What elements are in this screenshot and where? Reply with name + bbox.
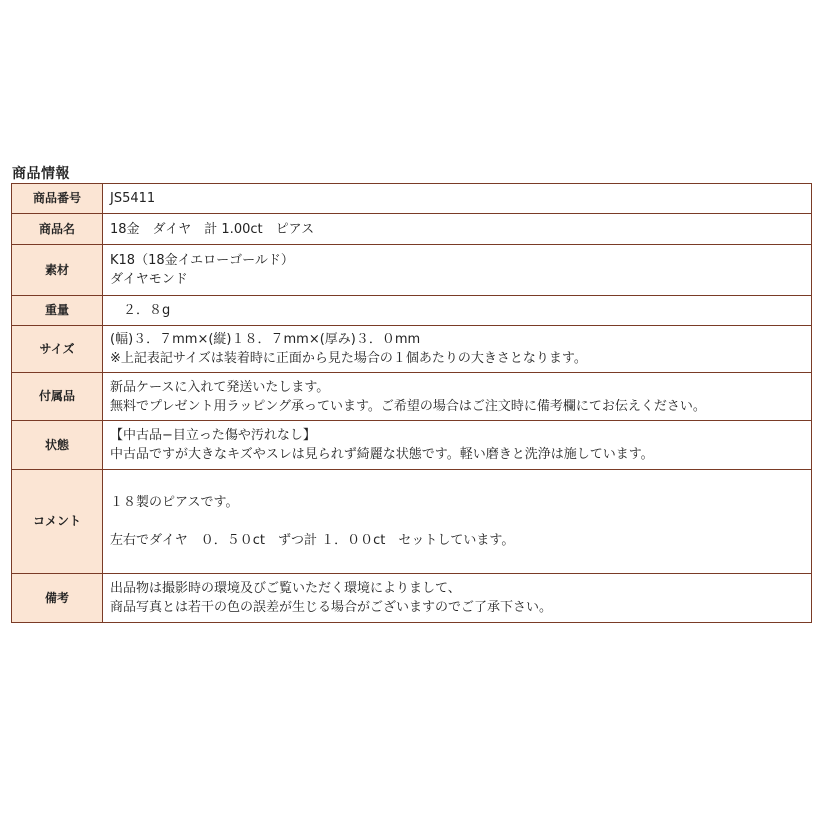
row-value: [103, 184, 812, 214]
material-line: K18（18金イエローゴールド）: [110, 253, 294, 268]
comment-line: １８製のピアスです。: [110, 495, 239, 510]
comment-line: 左右でダイヤ ０．５０ct ずつ計 １．００ct セットしています。: [110, 533, 515, 548]
row-value: [103, 245, 812, 296]
table-row-accessories: [12, 373, 812, 421]
size-line: ※上記表記サイズは装着時に正面から見た場合の１個あたりの大きさとなります。: [110, 351, 587, 366]
table-row-product-name: [12, 214, 812, 245]
accessories-line: 新品ケースに入れて発送いたします。: [110, 379, 330, 395]
table-row-material: [12, 245, 812, 296]
row-label: 商品番号: [12, 184, 103, 214]
product-number-value: JS5411: [110, 191, 156, 206]
row-label: 商品名: [12, 214, 103, 245]
row-value: [103, 214, 812, 245]
row-label: 重量: [12, 296, 103, 326]
product-name-value: 18金 ダイヤ 計 1.00ct ピアス: [110, 221, 315, 237]
remarks-line: 出品物は撮影時の環境及びご覧いただく環境によりまして、: [110, 581, 461, 596]
row-label: 備考: [12, 574, 103, 623]
row-label: コメント: [12, 470, 103, 574]
remarks-line: 商品写真とは若干の色の誤差が生じる場合がございますのでご了承下さい。: [110, 600, 553, 615]
table-row-weight: [12, 296, 812, 326]
row-value: [103, 373, 812, 421]
table-row-remarks: [12, 574, 812, 623]
accessories-line: 無料でプレゼント用ラッピング承っています。ご希望の場合はご注文時に備考欄にてお伝えください。: [110, 398, 706, 414]
product-info-table: [11, 183, 812, 623]
weight-value: ２．８g: [110, 303, 171, 318]
section-title: 商品情報: [12, 166, 70, 182]
material-line: ダイヤモンド: [110, 272, 188, 287]
table-row-size: [12, 326, 812, 373]
row-value: [103, 574, 812, 623]
row-label: 付属品: [12, 373, 103, 421]
size-line: (幅)３．７mm×(縦)１８．７mm×(厚み)３．０mm: [110, 332, 421, 347]
row-value: [103, 326, 812, 373]
condition-line: 【中古品−目立った傷や汚れなし】: [110, 428, 316, 443]
row-value: [103, 470, 812, 574]
condition-line: 中古品ですが大きなキズやスレは見られず綺麗な状態です。軽い磨きと洗浄は施しています。: [110, 447, 654, 462]
table-row-comment: [12, 470, 812, 574]
row-label: サイズ: [12, 326, 103, 373]
comment-spacer: [110, 512, 806, 531]
row-label: 素材: [12, 245, 103, 296]
table-row-condition: [12, 421, 812, 470]
table-row-product-number: [12, 184, 812, 214]
row-value: [103, 421, 812, 470]
row-label: 状態: [12, 421, 103, 470]
row-value: [103, 296, 812, 326]
